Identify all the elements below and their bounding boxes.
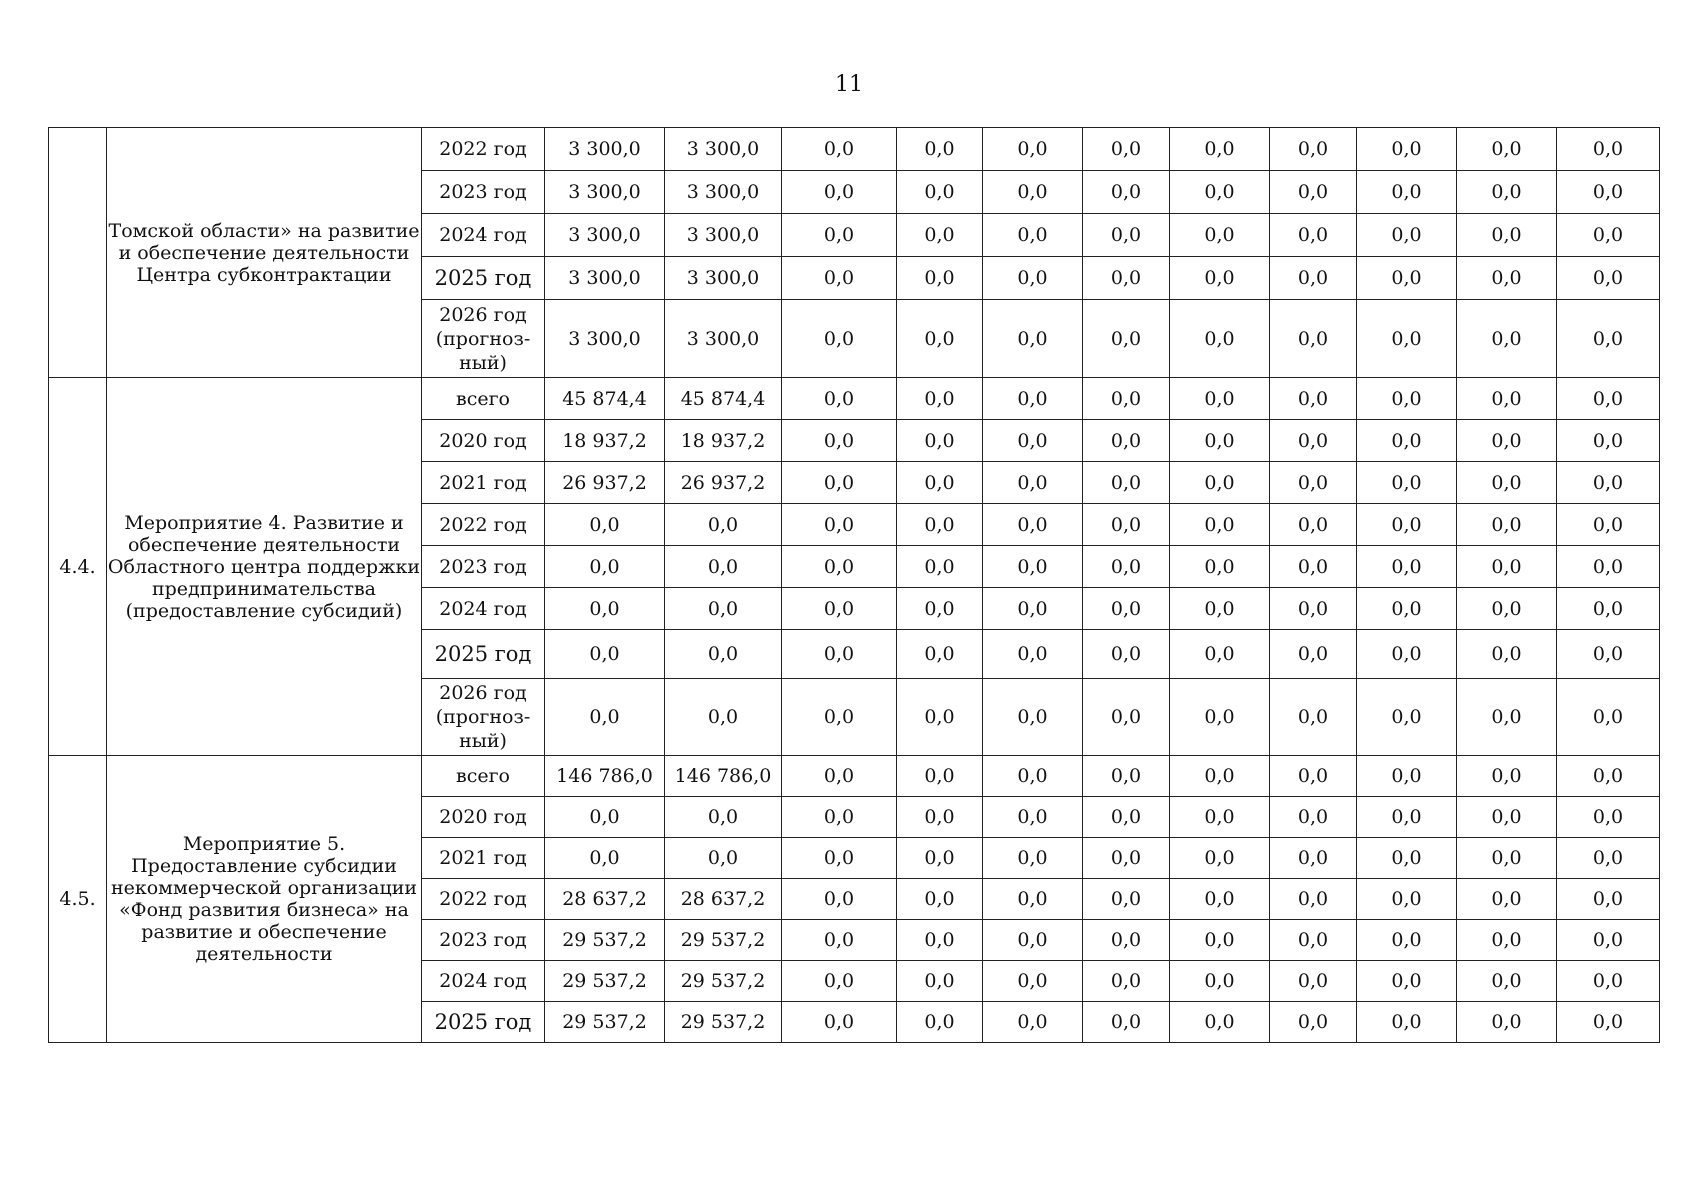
value-cell: 0,0 [782, 1002, 897, 1043]
value-cell: 0,0 [983, 214, 1083, 257]
value-cell: 0,0 [897, 257, 983, 300]
value-cell: 0,0 [545, 679, 665, 756]
item-number [49, 128, 107, 378]
value-cell: 0,0 [1357, 879, 1457, 920]
value-cell: 0,0 [897, 214, 983, 257]
value-cell: 0,0 [983, 630, 1083, 679]
value-cell: 0,0 [983, 879, 1083, 920]
value-cell: 0,0 [1357, 128, 1457, 171]
value-cell: 0,0 [782, 378, 897, 420]
value-cell: 0,0 [1557, 504, 1660, 546]
value-cell: 0,0 [1170, 588, 1270, 630]
value-cell: 0,0 [1170, 378, 1270, 420]
value-cell: 0,0 [1557, 797, 1660, 838]
value-cell: 29 537,2 [545, 961, 665, 1002]
value-cell: 0,0 [1557, 961, 1660, 1002]
value-cell: 0,0 [897, 838, 983, 879]
value-cell: 0,0 [1270, 797, 1357, 838]
value-cell: 0,0 [983, 920, 1083, 961]
value-cell: 3 300,0 [545, 214, 665, 257]
value-cell: 18 937,2 [545, 420, 665, 462]
item-number: 4.4. [49, 378, 107, 756]
item-number: 4.5. [49, 756, 107, 1043]
value-cell: 0,0 [1557, 214, 1660, 257]
value-cell: 0,0 [983, 838, 1083, 879]
period-cell: 2022 год [422, 128, 545, 171]
value-cell: 0,0 [897, 920, 983, 961]
value-cell: 0,0 [1357, 504, 1457, 546]
value-cell: 0,0 [1270, 257, 1357, 300]
value-cell: 0,0 [782, 171, 897, 214]
value-cell: 0,0 [1270, 756, 1357, 797]
value-cell: 0,0 [1270, 214, 1357, 257]
value-cell: 29 537,2 [665, 1002, 782, 1043]
value-cell: 0,0 [1170, 838, 1270, 879]
value-cell: 0,0 [983, 462, 1083, 504]
period-cell: 2023 год [422, 546, 545, 588]
value-cell: 0,0 [897, 630, 983, 679]
value-cell: 0,0 [1083, 838, 1170, 879]
value-cell: 0,0 [1170, 879, 1270, 920]
value-cell: 0,0 [1270, 1002, 1357, 1043]
value-cell: 0,0 [1457, 128, 1557, 171]
value-cell: 0,0 [1170, 920, 1270, 961]
value-cell: 0,0 [1270, 128, 1357, 171]
period-cell: 2025 год [422, 630, 545, 679]
value-cell: 0,0 [1270, 838, 1357, 879]
value-cell: 0,0 [983, 378, 1083, 420]
value-cell: 0,0 [983, 420, 1083, 462]
value-cell: 0,0 [545, 630, 665, 679]
value-cell: 0,0 [983, 300, 1083, 378]
value-cell: 0,0 [897, 378, 983, 420]
value-cell: 45 874,4 [665, 378, 782, 420]
value-cell: 146 786,0 [545, 756, 665, 797]
period-cell: 2024 год [422, 588, 545, 630]
value-cell: 0,0 [983, 679, 1083, 756]
value-cell: 0,0 [983, 797, 1083, 838]
value-cell: 0,0 [1083, 797, 1170, 838]
period-cell: всего [422, 756, 545, 797]
value-cell: 0,0 [665, 838, 782, 879]
value-cell: 0,0 [1557, 378, 1660, 420]
value-cell: 0,0 [782, 630, 897, 679]
value-cell: 0,0 [782, 679, 897, 756]
value-cell: 0,0 [1170, 128, 1270, 171]
value-cell: 0,0 [1270, 504, 1357, 546]
value-cell: 0,0 [1357, 679, 1457, 756]
value-cell: 0,0 [1357, 300, 1457, 378]
value-cell: 0,0 [1457, 756, 1557, 797]
value-cell: 0,0 [897, 420, 983, 462]
page-number: 11 [835, 72, 863, 97]
value-cell: 0,0 [782, 588, 897, 630]
value-cell: 3 300,0 [665, 214, 782, 257]
value-cell: 0,0 [1083, 588, 1170, 630]
value-cell: 0,0 [1557, 838, 1660, 879]
value-cell: 0,0 [545, 797, 665, 838]
value-cell: 0,0 [1457, 838, 1557, 879]
value-cell: 0,0 [897, 504, 983, 546]
value-cell: 0,0 [1083, 679, 1170, 756]
value-cell: 0,0 [1557, 920, 1660, 961]
value-cell: 0,0 [1083, 920, 1170, 961]
period-cell: 2024 год [422, 961, 545, 1002]
period-cell: 2022 год [422, 879, 545, 920]
value-cell: 3 300,0 [545, 300, 665, 378]
value-cell: 0,0 [1557, 679, 1660, 756]
value-cell: 0,0 [1457, 257, 1557, 300]
period-cell: 2025 год [422, 257, 545, 300]
value-cell: 0,0 [1083, 214, 1170, 257]
value-cell: 0,0 [1270, 961, 1357, 1002]
value-cell: 0,0 [1557, 756, 1660, 797]
value-cell: 26 937,2 [665, 462, 782, 504]
value-cell: 0,0 [1083, 630, 1170, 679]
value-cell: 0,0 [1357, 171, 1457, 214]
value-cell: 0,0 [782, 420, 897, 462]
value-cell: 0,0 [983, 171, 1083, 214]
value-cell: 0,0 [782, 838, 897, 879]
period-cell: 2021 год [422, 462, 545, 504]
value-cell: 0,0 [782, 128, 897, 171]
value-cell: 0,0 [1457, 630, 1557, 679]
value-cell: 0,0 [1270, 420, 1357, 462]
value-cell: 0,0 [1170, 504, 1270, 546]
value-cell: 0,0 [1083, 300, 1170, 378]
value-cell: 0,0 [1083, 128, 1170, 171]
value-cell: 0,0 [983, 504, 1083, 546]
value-cell: 0,0 [1083, 756, 1170, 797]
value-cell: 0,0 [1457, 920, 1557, 961]
value-cell: 0,0 [897, 679, 983, 756]
value-cell: 0,0 [1457, 214, 1557, 257]
value-cell: 0,0 [1170, 797, 1270, 838]
value-cell: 0,0 [665, 630, 782, 679]
value-cell: 0,0 [1357, 797, 1457, 838]
value-cell: 0,0 [1457, 879, 1557, 920]
value-cell: 45 874,4 [545, 378, 665, 420]
value-cell: 0,0 [1457, 546, 1557, 588]
value-cell: 0,0 [983, 257, 1083, 300]
value-cell: 0,0 [1083, 961, 1170, 1002]
value-cell: 0,0 [897, 961, 983, 1002]
value-cell: 0,0 [983, 546, 1083, 588]
value-cell: 0,0 [1170, 961, 1270, 1002]
value-cell: 3 300,0 [665, 128, 782, 171]
value-cell: 0,0 [1170, 630, 1270, 679]
period-cell: 2020 год [422, 797, 545, 838]
value-cell: 0,0 [1557, 462, 1660, 504]
value-cell: 0,0 [1557, 420, 1660, 462]
value-cell: 0,0 [1457, 679, 1557, 756]
value-cell: 29 537,2 [665, 961, 782, 1002]
value-cell: 0,0 [983, 1002, 1083, 1043]
value-cell: 0,0 [897, 171, 983, 214]
value-cell: 0,0 [1357, 257, 1457, 300]
value-cell: 0,0 [1357, 920, 1457, 961]
value-cell: 0,0 [782, 879, 897, 920]
period-cell: 2020 год [422, 420, 545, 462]
value-cell: 0,0 [782, 797, 897, 838]
value-cell: 0,0 [897, 300, 983, 378]
value-cell: 0,0 [782, 257, 897, 300]
value-cell: 0,0 [1357, 961, 1457, 1002]
value-cell: 0,0 [782, 920, 897, 961]
value-cell: 0,0 [782, 462, 897, 504]
value-cell: 0,0 [983, 128, 1083, 171]
value-cell: 0,0 [1170, 546, 1270, 588]
value-cell: 0,0 [897, 1002, 983, 1043]
value-cell: 0,0 [1557, 1002, 1660, 1043]
value-cell: 0,0 [897, 756, 983, 797]
period-cell: 2025 год [422, 1002, 545, 1043]
value-cell: 0,0 [1083, 420, 1170, 462]
value-cell: 0,0 [782, 214, 897, 257]
value-cell: 0,0 [1457, 961, 1557, 1002]
value-cell: 0,0 [1357, 630, 1457, 679]
value-cell: 3 300,0 [545, 257, 665, 300]
table-row [49, 756, 1660, 797]
value-cell: 0,0 [782, 546, 897, 588]
value-cell: 3 300,0 [545, 171, 665, 214]
period-cell: 2024 год [422, 214, 545, 257]
value-cell: 0,0 [1557, 171, 1660, 214]
value-cell: 28 637,2 [665, 879, 782, 920]
value-cell: 0,0 [897, 546, 983, 588]
value-cell: 0,0 [1457, 300, 1557, 378]
value-cell: 0,0 [1457, 797, 1557, 838]
value-cell: 0,0 [1270, 378, 1357, 420]
table-row [49, 378, 1660, 420]
value-cell: 0,0 [1083, 257, 1170, 300]
value-cell: 0,0 [897, 588, 983, 630]
value-cell: 0,0 [1083, 171, 1170, 214]
value-cell: 0,0 [1357, 378, 1457, 420]
value-cell: 0,0 [1083, 879, 1170, 920]
value-cell: 29 537,2 [545, 1002, 665, 1043]
value-cell: 0,0 [897, 797, 983, 838]
value-cell: 0,0 [665, 546, 782, 588]
value-cell: 0,0 [897, 128, 983, 171]
value-cell: 0,0 [983, 588, 1083, 630]
value-cell: 0,0 [1557, 300, 1660, 378]
value-cell: 0,0 [983, 756, 1083, 797]
value-cell: 0,0 [545, 588, 665, 630]
value-cell: 0,0 [1357, 214, 1457, 257]
item-description: Томской области» на развитие и обеспечение деятельности Центра субконтрактации [107, 128, 422, 378]
value-cell: 0,0 [1270, 300, 1357, 378]
value-cell: 0,0 [1457, 171, 1557, 214]
table-row [49, 128, 1660, 171]
value-cell: 29 537,2 [545, 920, 665, 961]
value-cell: 0,0 [1357, 838, 1457, 879]
value-cell: 0,0 [1457, 378, 1557, 420]
budget-table [48, 127, 1660, 1043]
value-cell: 0,0 [1457, 1002, 1557, 1043]
value-cell: 0,0 [665, 679, 782, 756]
item-description: Мероприятие 4. Развитие и обеспечение деятельности Областного центра поддержки предпринимательства (предоставление субсидий) [107, 378, 422, 756]
value-cell: 0,0 [545, 546, 665, 588]
value-cell: 0,0 [1357, 420, 1457, 462]
period-cell: 2023 год [422, 920, 545, 961]
value-cell: 0,0 [782, 756, 897, 797]
value-cell: 3 300,0 [665, 300, 782, 378]
value-cell: 28 637,2 [545, 879, 665, 920]
value-cell: 0,0 [1457, 462, 1557, 504]
period-cell: 2023 год [422, 171, 545, 214]
value-cell: 0,0 [1170, 214, 1270, 257]
value-cell: 0,0 [1557, 588, 1660, 630]
value-cell: 0,0 [1557, 257, 1660, 300]
value-cell: 0,0 [782, 300, 897, 378]
value-cell: 0,0 [665, 588, 782, 630]
value-cell: 0,0 [897, 462, 983, 504]
value-cell: 0,0 [1457, 420, 1557, 462]
value-cell: 0,0 [1357, 462, 1457, 504]
value-cell: 0,0 [545, 838, 665, 879]
value-cell: 0,0 [1170, 756, 1270, 797]
value-cell: 0,0 [1170, 679, 1270, 756]
value-cell: 0,0 [1357, 546, 1457, 588]
item-description: Мероприятие 5. Предоставление субсидии некоммерческой организации «Фонд развития бизнеса» на развитие и обеспечение деятельности [107, 756, 422, 1043]
value-cell: 26 937,2 [545, 462, 665, 504]
value-cell: 0,0 [1170, 462, 1270, 504]
value-cell: 18 937,2 [665, 420, 782, 462]
value-cell: 0,0 [1457, 504, 1557, 546]
value-cell: 3 300,0 [665, 171, 782, 214]
value-cell: 0,0 [1270, 630, 1357, 679]
value-cell: 0,0 [665, 797, 782, 838]
value-cell: 0,0 [1270, 879, 1357, 920]
value-cell: 0,0 [1557, 630, 1660, 679]
value-cell: 0,0 [1357, 1002, 1457, 1043]
value-cell: 0,0 [1357, 756, 1457, 797]
value-cell: 0,0 [1270, 546, 1357, 588]
value-cell: 29 537,2 [665, 920, 782, 961]
period-cell: всего [422, 378, 545, 420]
value-cell: 0,0 [1170, 300, 1270, 378]
value-cell: 3 300,0 [545, 128, 665, 171]
value-cell: 0,0 [1270, 171, 1357, 214]
value-cell: 0,0 [983, 961, 1083, 1002]
value-cell: 0,0 [1270, 462, 1357, 504]
value-cell: 0,0 [1170, 171, 1270, 214]
value-cell: 0,0 [545, 504, 665, 546]
value-cell: 0,0 [1083, 378, 1170, 420]
value-cell: 0,0 [1270, 679, 1357, 756]
value-cell: 0,0 [1083, 504, 1170, 546]
value-cell: 0,0 [1170, 1002, 1270, 1043]
value-cell: 0,0 [782, 961, 897, 1002]
value-cell: 0,0 [1270, 920, 1357, 961]
value-cell: 0,0 [897, 879, 983, 920]
period-cell: 2022 год [422, 504, 545, 546]
value-cell: 0,0 [1557, 546, 1660, 588]
period-cell: 2021 год [422, 838, 545, 879]
value-cell: 0,0 [1457, 588, 1557, 630]
value-cell: 146 786,0 [665, 756, 782, 797]
value-cell: 0,0 [1270, 588, 1357, 630]
value-cell: 0,0 [1170, 420, 1270, 462]
value-cell: 0,0 [782, 504, 897, 546]
value-cell: 0,0 [1357, 588, 1457, 630]
period-cell: 2026 год (прогноз- ный) [422, 679, 545, 756]
value-cell: 0,0 [1557, 879, 1660, 920]
value-cell: 0,0 [1083, 546, 1170, 588]
value-cell: 0,0 [1083, 462, 1170, 504]
value-cell: 0,0 [1170, 257, 1270, 300]
period-cell: 2026 год (прогноз- ный) [422, 300, 545, 378]
value-cell: 0,0 [1557, 128, 1660, 171]
value-cell: 0,0 [665, 504, 782, 546]
value-cell: 3 300,0 [665, 257, 782, 300]
value-cell: 0,0 [1083, 1002, 1170, 1043]
